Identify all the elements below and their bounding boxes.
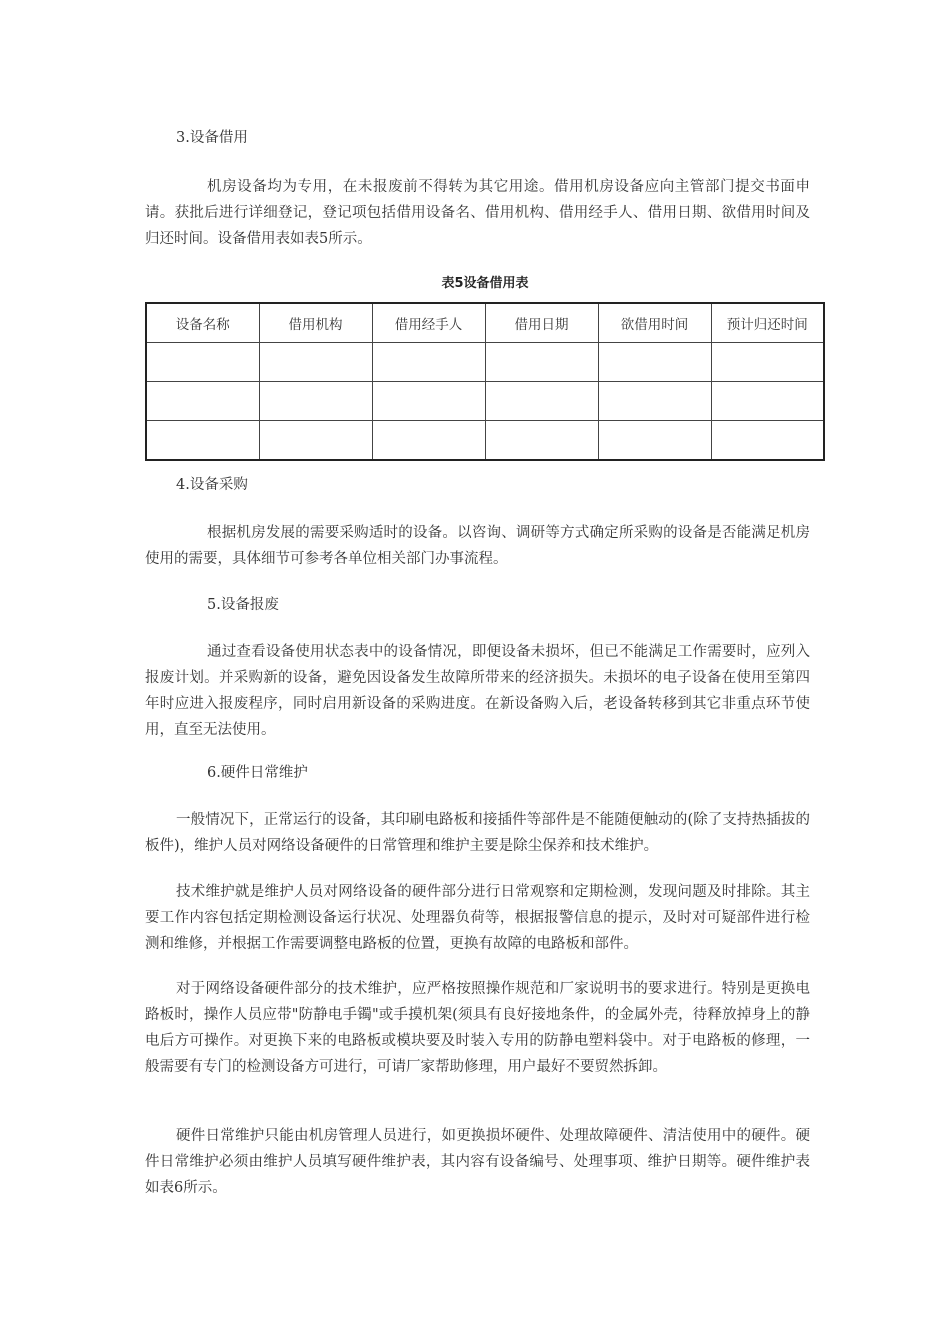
table-cell [259,421,372,461]
section-6-paragraph-block-2 [145,879,810,957]
header-borrow-duration: 欲借用时间 [598,303,711,343]
table-cell [372,421,485,461]
table-cell [711,421,824,461]
table-cell [485,382,598,421]
section-3-paragraph: 机房设备均为专用，在未报废前不得转为其它用途。借用机房设备应向主管部门提交书面申请。获批后进行详细登记，登记项包括借用设备名、借用机构、借用经手人、借用日期、欲借用时间及归还时间。设备借用表如表5所示。 [145,179,810,247]
table-cell [259,343,372,382]
section-heading-4: 4.设备采购 [176,477,248,493]
table-cell [598,382,711,421]
section-6-paragraph-block-4 [145,1123,810,1201]
section-6-paragraph-3: 对于网络设备硬件部分的技术维护，应严格按照操作规范和厂家说明书的要求进行。特别是更换电路板时，操作人员应带"防静电手镯"或手摸机架(须具有良好接地条件，的金属外壳，待释放掉身上的静电后方可操作。对更换下来的电路板或模块要及时装入专用的防静电塑料袋中。对于电路板的修理，一般需要有专门的检测设备方可进行，可请厂家帮助修理，用户最好不要贸然拆卸。 [145,981,810,1075]
table-cell [485,421,598,461]
table-cell [146,382,259,421]
table-cell [598,421,711,461]
section-6-paragraph-1: 一般情况下，正常运行的设备，其印刷电路板和接插件等部件是不能随便触动的(除了支持热插拔的板件)，维护人员对网络设备硬件的日常管理和维护主要是除尘保养和技术维护。 [145,812,810,854]
table-cell [485,343,598,382]
table-cell [372,343,485,382]
table-row [146,382,824,421]
header-borrow-org: 借用机构 [259,303,372,343]
section-6-paragraph-block-1 [145,807,810,859]
table-cell [146,343,259,382]
table-cell [259,382,372,421]
table-row [146,343,824,382]
section-heading-3: 3.设备借用 [176,130,248,146]
section-6-paragraph-2: 技术维护就是维护人员对网络设备的硬件部分进行日常观察和定期检测，发现问题及时排除。其主要工作内容包括定期检测设备运行状况、处理器负荷等，根据报警信息的提示，及时对可疑部件进行检测和维修，并根据工作需要调整电路板的位置，更换有故障的电路板和部件。 [145,884,810,952]
table-row [146,421,824,461]
section-5-paragraph: 通过查看设备使用状态表中的设备情况，即便设备未损坏，但已不能满足工作需要时，应列入报废计划。并采购新的设备，避免因设备发生故障所带来的经济损失。未损坏的电子设备在使用至第四年时应进入报废程序，同时启用新设备的采购进度。在新设备购入后，老设备转移到其它非重点环节使用，直至无法使用。 [145,644,810,738]
section-6-paragraph-block-3 [145,976,810,1080]
table-cell [598,343,711,382]
header-device-name: 设备名称 [146,303,259,343]
header-borrow-handler: 借用经手人 [372,303,485,343]
section-5-paragraph-block [145,639,810,743]
table-cell [146,421,259,461]
table-header-row [146,303,824,343]
section-heading-6: 6.硬件日常维护 [207,765,308,781]
table-5-caption: 表5设备借用表 [441,276,529,291]
section-3-paragraph-block [145,174,810,252]
header-return-time: 预计归还时间 [711,303,824,343]
table-cell [372,382,485,421]
section-4-paragraph-block [145,520,810,572]
section-6-paragraph-4: 硬件日常维护只能由机房管理人员进行，如更换损坏硬件、处理故障硬件、清洁使用中的硬件。硬件日常维护必须由维护人员填写硬件维护表，其内容有设备编号、处理事项、维护日期等。硬件维护表如表6所示。 [145,1128,810,1196]
table-cell [711,382,824,421]
header-borrow-date: 借用日期 [485,303,598,343]
equipment-borrow-table [145,302,825,461]
section-4-paragraph: 根据机房发展的需要采购适时的设备。以咨询、调研等方式确定所采购的设备是否能满足机房使用的需要，具体细节可参考各单位相关部门办事流程。 [145,525,810,567]
table-cell [711,343,824,382]
section-heading-5: 5.设备报废 [207,597,279,613]
